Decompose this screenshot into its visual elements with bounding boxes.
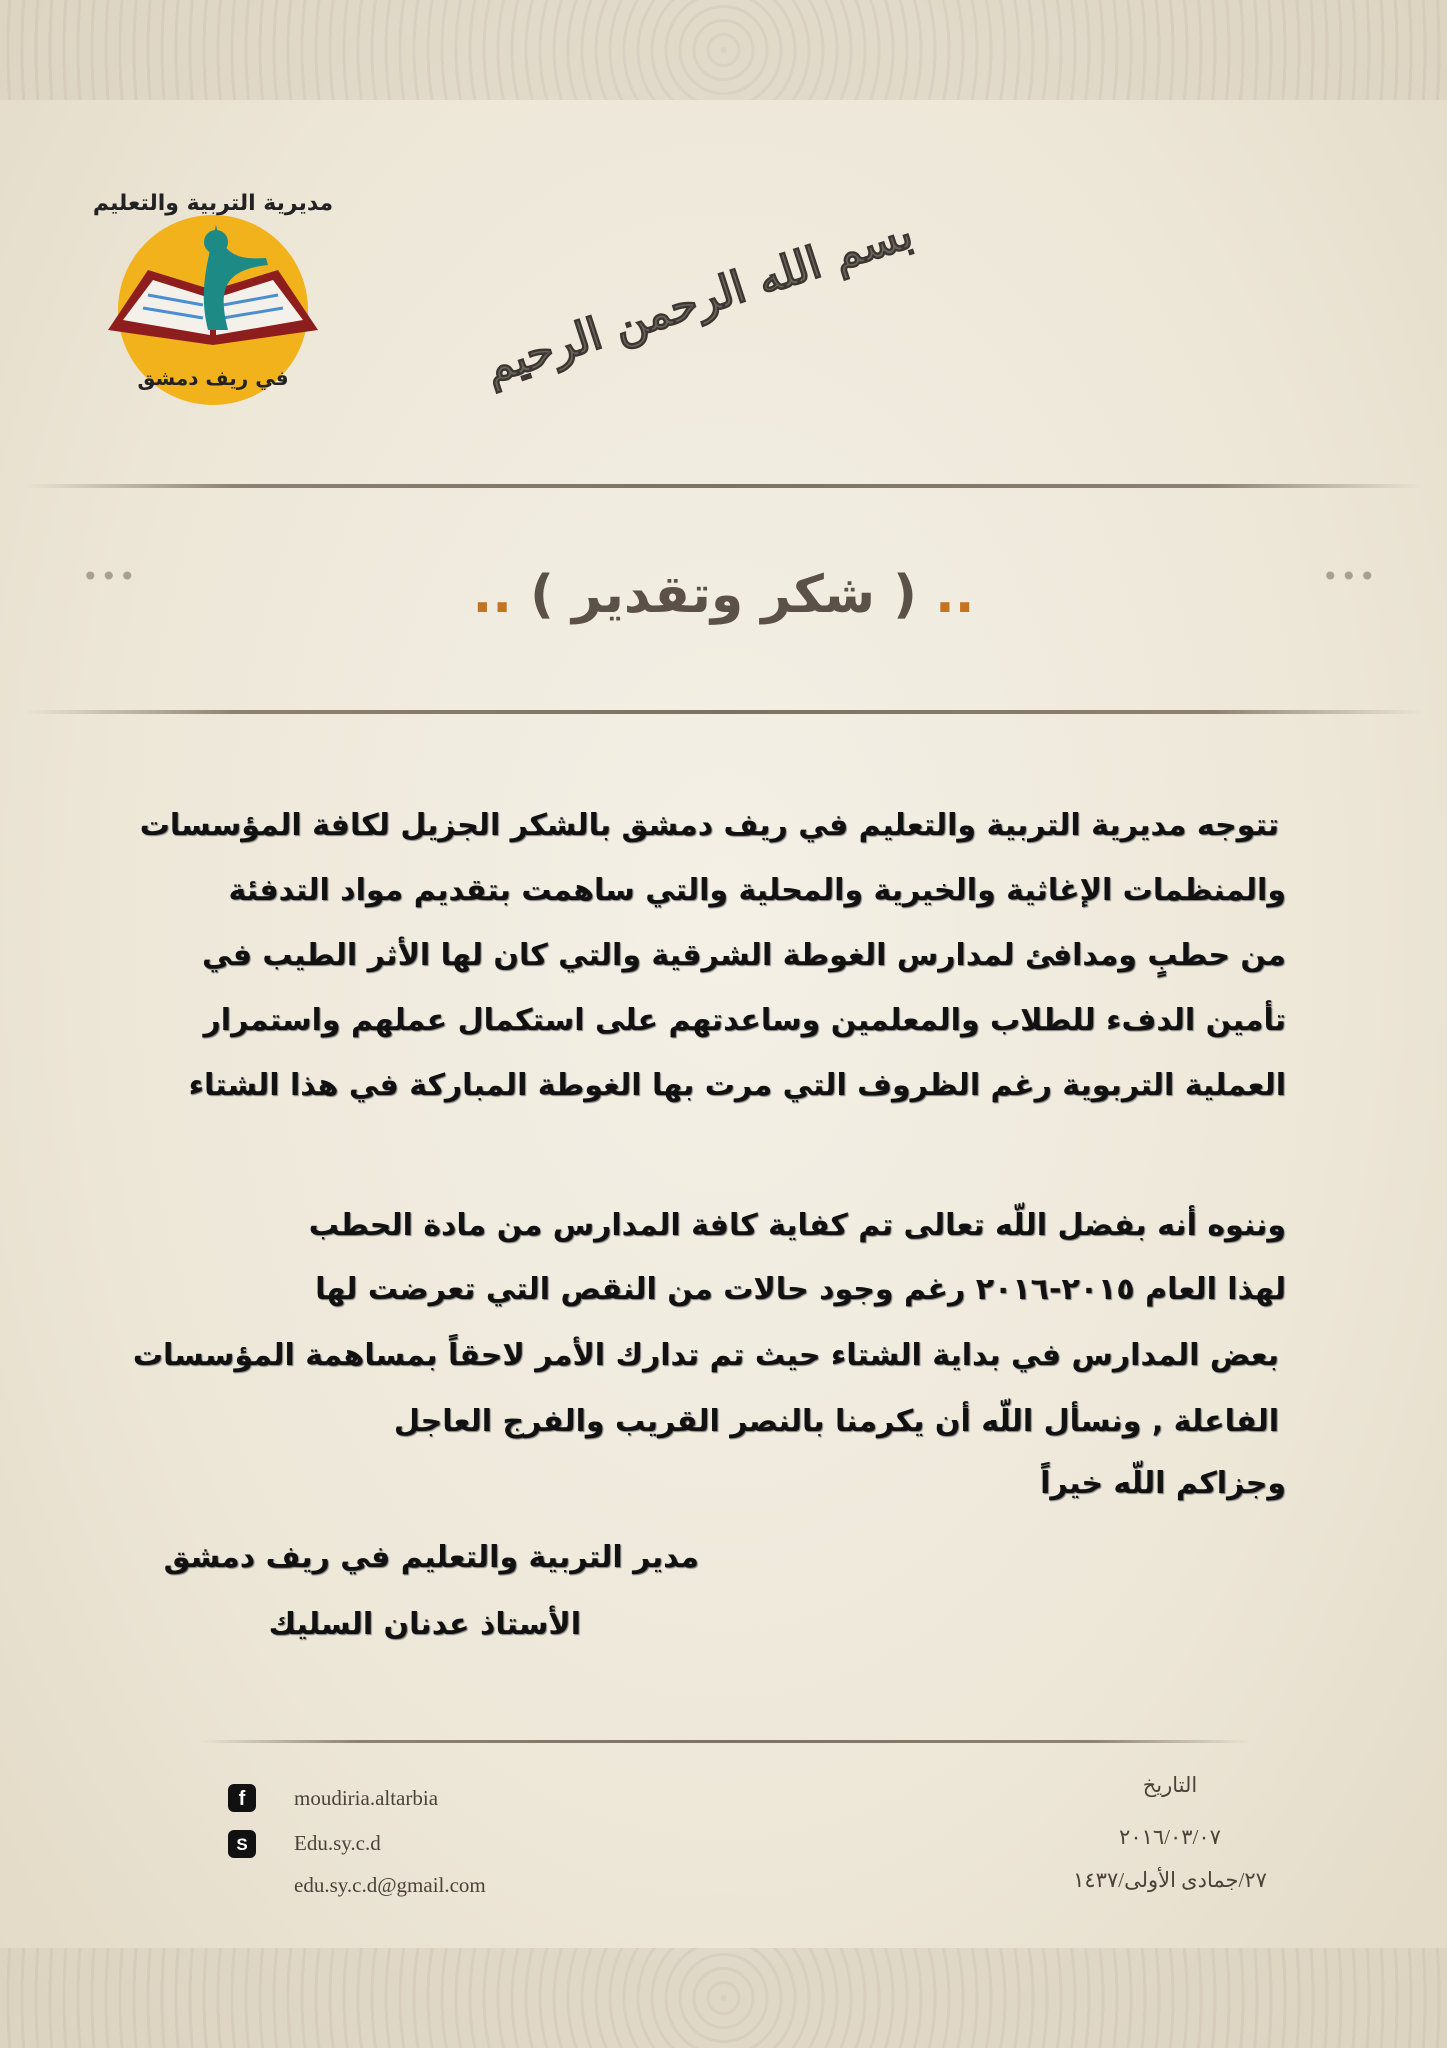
basmala-text: بسم الله الرحمن الرحيم [478,207,919,394]
paragraph2-line: الفاعلة , ونسأل اللّه أن يكرمنا بالنصر القريب والفرج العاجل [393,1404,1279,1439]
logo-bottom-text: في ريف دمشق [137,366,289,390]
logo-top-text: مديرية التربية والتعليم [92,191,334,216]
date-label: التاريخ [1142,1773,1198,1797]
signature-name: الأستاذ عدنان السليك [268,1607,581,1642]
paragraph1-line: العملية التربوية رغم الظروف التي مرت بها الغوطة المباركة في هذا الشتاء [188,1068,1286,1103]
paragraph1-line: تتوجه مديرية التربية والتعليم في ريف دمشق بالشكر الجزيل لكافة المؤسسات [139,808,1279,843]
paragraph2-line: وجزاكم اللّه خيراً [1040,1466,1286,1501]
bottom-ornament-border [0,1948,1447,2048]
divider-bottom [25,710,1422,714]
skype-link[interactable]: Edu.sy.c.d [294,1831,381,1855]
paragraph1-line: تأمين الدفء للطلاب والمعلمين وساعدتهم على استكمال عملهم واستمرار [203,1003,1286,1038]
left-dots: ••• [82,560,138,593]
right-dots: ••• [1322,560,1378,593]
skype-icon: S [228,1830,256,1858]
date-gregorian: ٢٠١٦/٠٣/٠٧ [1119,1825,1221,1849]
paragraph2-line: وننوه أنه بفضل اللّه تعالى تم كفاية كافة المدارس من مادة الحطب [308,1208,1286,1243]
title-ornament: .. [934,565,975,625]
footer-divider [200,1740,1250,1743]
paragraph1-line: والمنظمات الإغاثية والخيرية والمحلية والتي ساهمت بتقديم مواد التدفئة [228,873,1286,908]
directorate-logo [88,180,338,420]
top-ornament-border [0,0,1447,100]
signature-title: مدير التربية والتعليم في ريف دمشق [163,1540,699,1575]
paragraph2-line: بعض المدارس في بداية الشتاء حيث تم تدارك الأمر لاحقاً بمساهمة المؤسسات [132,1338,1279,1373]
facebook-link[interactable]: moudiria.altarbia [294,1786,439,1810]
page-title [0,565,1447,625]
email-link[interactable]: edu.sy.c.d@gmail.com [294,1873,486,1897]
paragraph1-line: من حطبٍ ومدافئ لمدارس الغوطة الشرقية والتي كان لها الأثر الطيب في [201,938,1286,973]
title-ornament: .. [472,565,513,625]
title-text: ( شكر وتقدير ) [530,565,917,625]
basmala-calligraphy [478,195,919,395]
facebook-icon: f [228,1784,256,1812]
date-hijri: ٢٧/جمادى الأولى/١٤٣٧ [1073,1868,1267,1892]
paragraph2-line: لهذا العام ٢٠١٥-٢٠١٦ رغم وجود حالات من النقص التي تعرضت لها [315,1272,1286,1307]
divider-top [25,484,1422,488]
